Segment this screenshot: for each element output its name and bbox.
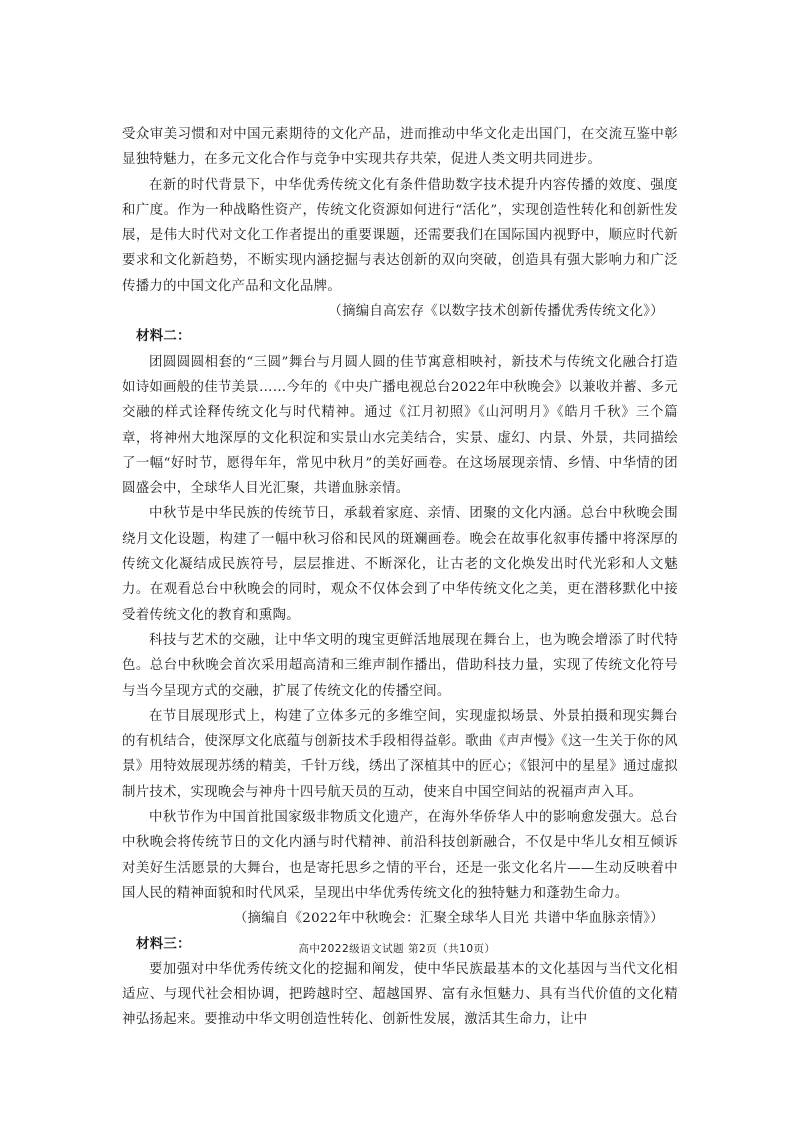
paragraph-3: 团圆圆圆相套的“三圆”舞台与月圆人圆的佳节寓意相映衬，新技术与传统文化融合打造如诗如画般的佳节美景……今年的《中央广播电视总台2022年中秋晚会》以兼收并蓄、多元交融的样式诠释传统文化与时代精神。通过《江月初照》《山河明月》《皓月千秋》三个篇章，将神州大地深厚的文化积淀和实景山水完美结合，实景、虚幻、内景、外景，共同描绘了一幅“好时节，愿得年年，常见中秋月”的美好画卷。在这场展现亲情、乡情、中华情的团圆盛会中，全球华人目光汇聚，共谱血脉亲情。 <box>122 354 678 497</box>
paragraph-8: 要加强对中华优秀传统文化的挖掘和阐发，使中华民族最基本的文化基因与当代文化相适应、与现代社会相协调，把跨越时空、超越国界、富有永恒魅力、具有当代价值的文化精神弘扬起来。要推动中华文明创造性转化、创新性发展，激活其生命力，让中 <box>122 961 678 1028</box>
paragraph-4: 中秋节是中华民族的传统节日，承载着家庭、亲情、团聚的文化内涵。总台中秋晚会围绕月文化设题，构建了一幅中秋习俗和民风的斑斓画卷。晚会在故事化叙事传播中将深厚的传统文化凝结成民族符号，层层推进、不断深化，让古老的文化焕发出时代光彩和人文魅力。在观看总台中秋晚会的同时，观众不仅体会到了中华传统文化之美，更在潜移默化中接受着传统文化的教育和熏陶。 <box>122 506 678 623</box>
paragraph-5: 科技与艺术的交融，让中华文明的瑰宝更鲜活地展现在舞台上，也为晚会增添了时代特色。总台中秋晚会首次采用超高清和三维声制作播出，借助科技力量，实现了传统文化符号与当今呈现方式的交融，扩展了传统文化的传播空间。 <box>122 632 678 699</box>
material-3-heading: 材料三： <box>136 935 191 952</box>
document-body <box>122 122 678 1033</box>
paragraph-6: 在节目展现形式上，构建了立体多元的多维空间，实现虚拟场景、外景拍摄和现实舞台的有机结合，使深厚文化底蕴与创新技术手段相得益彰。歌曲《声声慢》《这一生关于你的风景》用特效展现苏绣的精美，千针万线，绣出了深植其中的匠心；《银河中的星星》通过虚拟制片技术，实现晚会与神舟十四号航天员的互动，使来自中国空间站的祝福声声入耳。 <box>122 708 678 800</box>
paragraph-7: 中秋节作为中国首批国家级非物质文化遗产，在海外华侨华人中的影响愈发强大。总台中秋晚会将传统节日的文化内涵与时代精神、前沿科技创新融合，不仅是中华儿女相互倾诉对美好生活愿景的大舞台，也是寄托思乡之情的平台，还是一张文化名片——生动反映着中国人民的精神面貌和时代风采，呈现出中华优秀传统文化的独特魅力和蓬勃生命力。 <box>122 810 678 901</box>
page-footer: 高中2022级语文试题 第2页（共10页） <box>298 943 496 955</box>
source-citation-2: （摘编自《2022年中秋晚会：汇聚全球华人目光 共谱中华血脉亲情》） <box>233 911 664 927</box>
paragraph-2: 在新的时代背景下，中华优秀传统文化有条件借助数字技术提升内容传播的效度、强度和广度。作为一种战略性资产，传统文化资源如何进行“活化”，实现创造性转化和创新性发展，是伟大时代对文化工作者提出的重要课题，还需要我们在国际国内视野中，顺应时代新要求和文化新趋势，不断实现内涵挖掘与表达创新的双向突破，创造具有强大影响力和广泛传播力的中国文化产品和文化品牌。 <box>122 177 678 294</box>
source-citation-1: （摘编自高宏存《以数字技术创新传播优秀传统文化》） <box>328 304 664 320</box>
material-2-heading: 材料二： <box>136 328 191 345</box>
paragraph-1: 受众审美习惯和对中国元素期待的文化产品，进而推动中华文化走出国门，在交流互鉴中彰显独特魅力，在多元文化合作与竞争中实现共存共荣，促进人类文明共同进步。 <box>122 127 678 168</box>
